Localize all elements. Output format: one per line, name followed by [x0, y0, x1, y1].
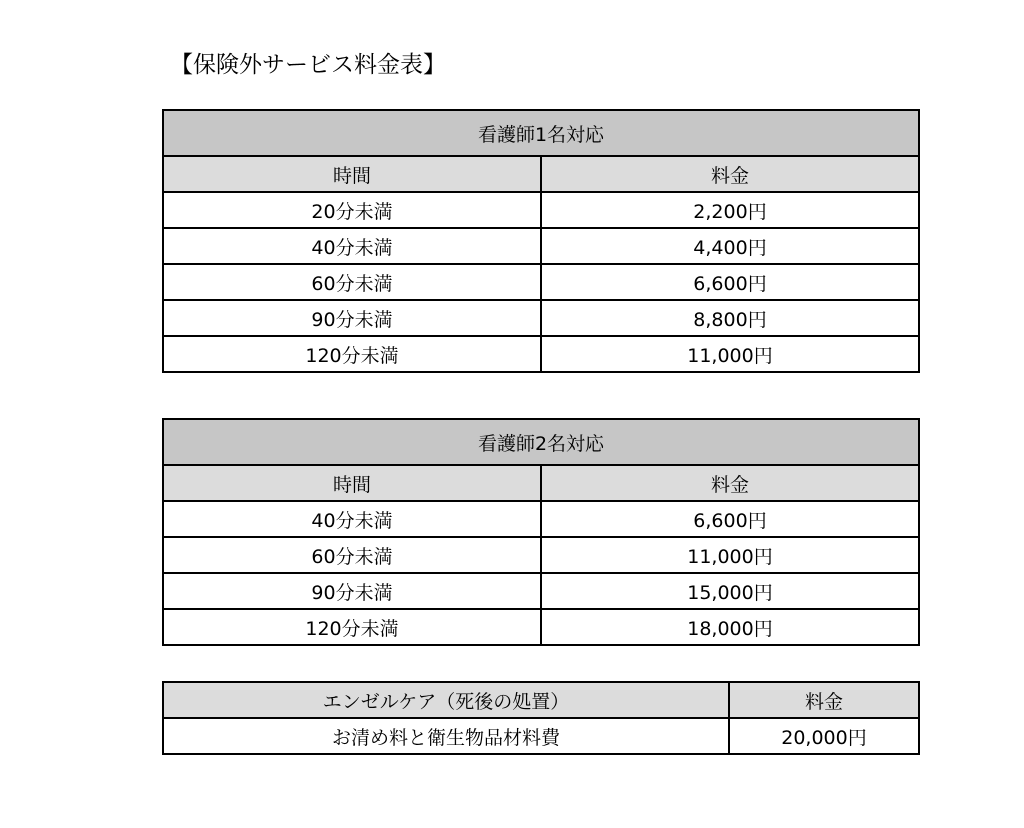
table-row	[163, 501, 919, 537]
fee-cell: 4,400円	[541, 228, 919, 264]
table-group-header	[163, 110, 919, 156]
time-cell: 90分未満	[163, 300, 541, 336]
table-row	[163, 264, 919, 300]
table-row	[163, 609, 919, 645]
time-cell: 90分未満	[163, 573, 541, 609]
fee-cell: 11,000円	[541, 537, 919, 573]
fee-cell: 2,200円	[541, 192, 919, 228]
table-row	[163, 537, 919, 573]
time-cell: 60分未満	[163, 537, 541, 573]
nurse-two-fee-table	[162, 418, 920, 646]
table-row	[163, 718, 919, 754]
fee-cell: 6,600円	[541, 264, 919, 300]
column-header-time: 時間	[163, 465, 541, 501]
table-row	[163, 192, 919, 228]
column-header-fee: 料金	[541, 465, 919, 501]
service-cell: お清め料と衛生物品材料費	[163, 718, 729, 754]
table-header-row	[163, 156, 919, 192]
group-label: 看護師2名対応	[163, 419, 919, 465]
fee-cell: 15,000円	[541, 573, 919, 609]
table-group-header	[163, 419, 919, 465]
table-row	[163, 300, 919, 336]
fee-cell: 20,000円	[729, 718, 919, 754]
time-cell: 40分未満	[163, 501, 541, 537]
fee-cell: 6,600円	[541, 501, 919, 537]
fee-cell: 8,800円	[541, 300, 919, 336]
fee-cell: 18,000円	[541, 609, 919, 645]
group-label: 看護師1名対応	[163, 110, 919, 156]
table-row	[163, 573, 919, 609]
fee-cell: 11,000円	[541, 336, 919, 372]
nurse-one-fee-table	[162, 109, 920, 373]
column-header-fee: 料金	[729, 682, 919, 718]
table-header-row	[163, 465, 919, 501]
time-cell: 60分未満	[163, 264, 541, 300]
table-header-row	[163, 682, 919, 718]
page-title: 【保険外サービス料金表】	[170, 52, 446, 78]
column-header-service: エンゼルケア（死後の処置）	[163, 682, 729, 718]
table-row	[163, 228, 919, 264]
time-cell: 120分未満	[163, 609, 541, 645]
column-header-fee: 料金	[541, 156, 919, 192]
table-row	[163, 336, 919, 372]
time-cell: 40分未満	[163, 228, 541, 264]
time-cell: 20分未満	[163, 192, 541, 228]
time-cell: 120分未満	[163, 336, 541, 372]
angel-care-fee-table	[162, 681, 920, 755]
column-header-time: 時間	[163, 156, 541, 192]
